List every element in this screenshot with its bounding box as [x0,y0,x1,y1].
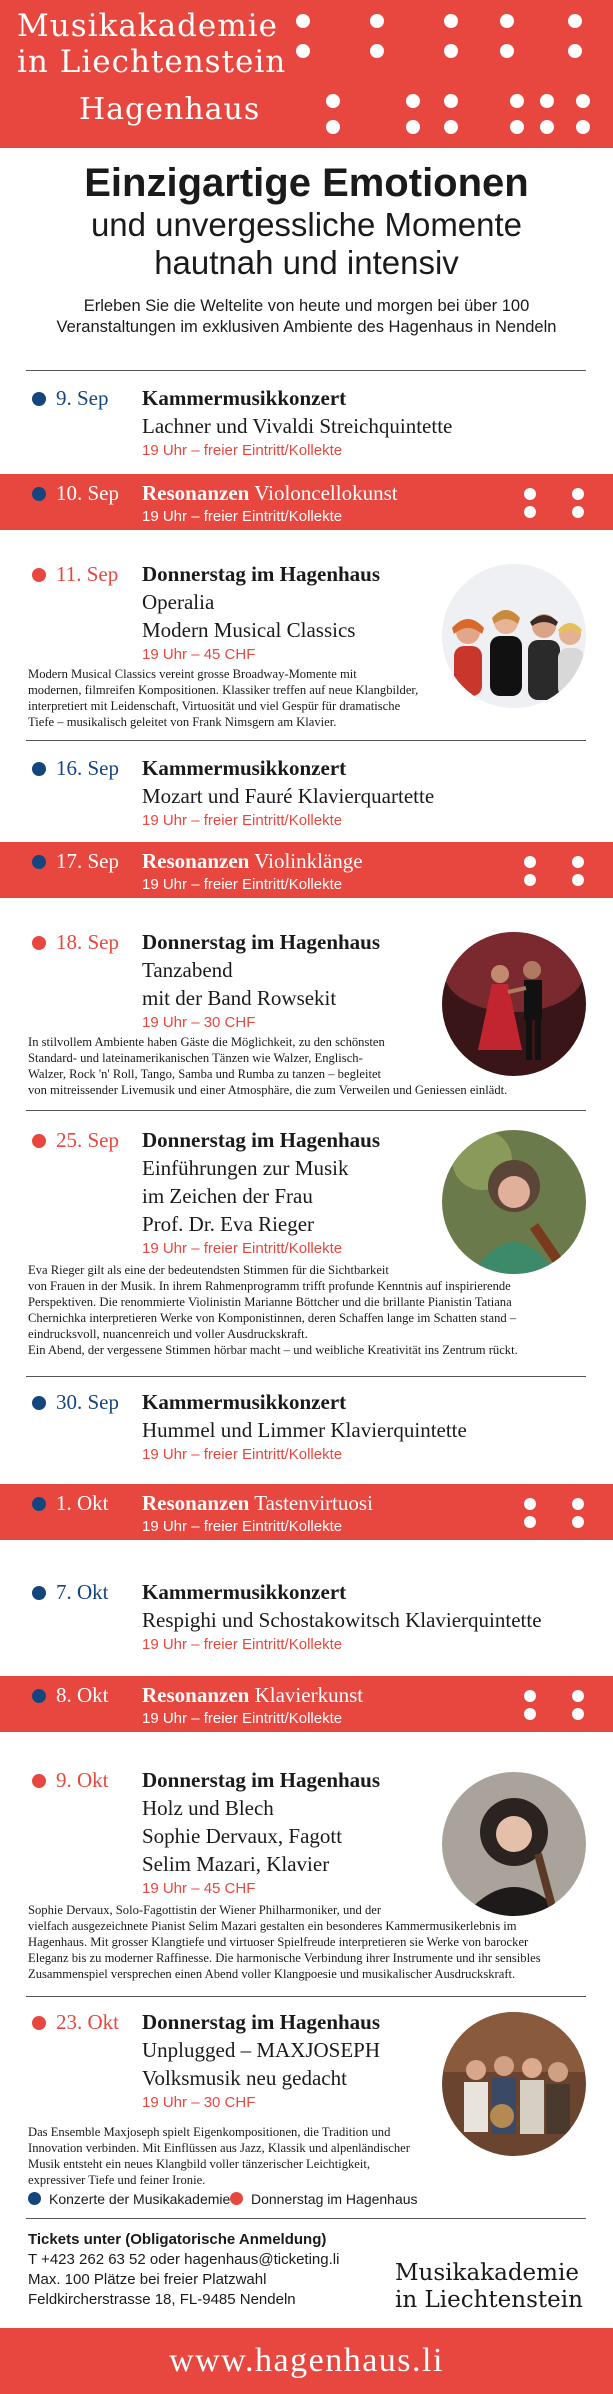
description-line: Das Ensemble Maxjoseph spielt Eigenkompositionen, die Tradition und [28,2125,391,2139]
divider [26,370,586,371]
event-time: 19 Uhr – freier Eintritt/Kollekte [142,1446,343,1463]
event-time: 19 Uhr – freier Eintritt/Kollekte [142,442,343,459]
logo-line-3: Hagenhaus [79,92,261,127]
event-08-okt-banner [0,1676,613,1732]
eva-rieger-photo [442,1130,586,1274]
concert-dot-icon [32,855,46,869]
divider [26,1376,586,1377]
event-title: Kammermusikkonzert [142,1390,347,1414]
hagenhaus-dot-icon [32,2016,46,2030]
decorative-dot [524,874,536,886]
hagenhaus-dot-icon [32,1774,46,1788]
event-program: Volksmusik neu gedacht [142,2066,347,2090]
footer-logo [395,2260,583,2314]
decorative-dot [572,1690,584,1702]
decorative-dot [524,506,536,518]
event-program: Modern Musical Classics [142,618,356,642]
event-10-sep-banner [0,474,613,530]
event-program: Selim Mazari, Klavier [142,1852,330,1876]
event-program: Einführungen zur Musik [142,1156,349,1180]
event-description [28,2124,588,2188]
event-01-okt-banner [0,1484,613,1540]
footer-banner [0,2328,613,2394]
event-program: Lachner und Vivaldi Streichquintette [142,414,453,438]
description-line: von mitreissender Livemusik und einer Atmosphäre, die zum Verweilen und Geniessen einlädt. [28,1083,508,1097]
description-line: vielfach ausgezeichnete Pianist Selim Mazari gestalten ein besonderes Kammermusikerlebnis im [28,1919,517,1933]
event-title: Donnerstag im Hagenhaus [142,1128,381,1152]
concert-dot-icon [32,1689,46,1703]
musikakademie-logo [17,8,286,128]
event-series: Resonanzen [142,1491,250,1515]
event-program: Prof. Dr. Eva Rieger [142,1212,315,1236]
event-subtitle: Violinklänge [254,849,363,873]
website-link[interactable]: www.hagenhaus.li [169,2342,444,2379]
concert-dot-icon [32,1497,46,1511]
event-program: Hummel und Limmer Klavierquintette [142,1418,467,1442]
decorative-dot [524,1708,536,1720]
event-program: im Zeichen der Frau [142,1184,313,1208]
decorative-dot [572,506,584,518]
concert-dot-icon [32,1586,46,1600]
event-date: 25. Sep [56,1128,119,1152]
event-subtitle: Tastenvirtuosi [254,1491,373,1515]
event-subtitle: Violoncellokunst [254,481,398,505]
hero-title: Einzigartige Emotionen [84,161,529,205]
header-banner [0,0,613,148]
description-line: Chernichka interpretieren Werke von Komponistinnen, deren Schaffen lange im Schatten stand – [28,1311,517,1325]
description-line: Tiefe – musikalisch geleitet von Frank Nimsgern am Klavier. [28,715,337,729]
event-time: 19 Uhr – freier Eintritt/Kollekte [142,508,343,525]
hero-intro-line-1: Erleben Sie die Weltelite von heute und morgen bei über 100 [83,297,530,315]
footer-logo-line-1: Musikakademie [395,2260,579,2286]
decorative-dot [524,1498,536,1510]
sophie-dervaux-photo [442,1772,586,1916]
logo-line-1: Musikakademie [17,8,278,44]
divider [26,1996,586,1997]
concert-dot-icon [32,1396,46,1410]
ticket-address: Feldkircherstrasse 18, FL-9485 Nendeln [28,2291,296,2308]
decorative-dot [524,1690,536,1702]
blue-dot-icon [28,2192,41,2205]
event-date: 8. Okt [56,1683,109,1707]
logo-line-2: in Liechtenstein [17,44,287,80]
event-program: Tanzabend [142,958,233,982]
divider [26,1110,586,1111]
description-line: Standard- und lateinamerikanischen Tänzen wie Walzer, Englisch- [28,1051,363,1065]
hero-subtitle-2: hautnah und intensiv [154,244,459,281]
event-description [28,666,588,730]
event-title [142,847,363,875]
event-date: 11. Sep [56,562,119,586]
legend-item-hagenhaus [230,2190,418,2208]
concert-dot-icon [32,762,46,776]
hero-subtitle-1: und unvergessliche Momente [90,206,523,243]
event-title: Kammermusikkonzert [142,1580,347,1604]
event-time: 19 Uhr – 45 CHF [142,646,256,663]
event-program: Holz und Blech [142,1796,274,1820]
event-title [142,1681,363,1709]
event-time: 19 Uhr – freier Eintritt/Kollekte [142,1518,343,1535]
event-date: 30. Sep [56,1390,119,1414]
event-program: Respighi und Schostakowitsch Klavierquintette [142,1608,542,1632]
event-series: Resonanzen [142,481,250,505]
event-title: Donnerstag im Hagenhaus [142,562,381,586]
event-title: Kammermusikkonzert [142,756,347,780]
description-line: Musik entsteht ein neues Klangbild voller tänzerischer Leichtigkeit, [28,2157,371,2171]
event-title [142,1489,373,1517]
divider [26,740,586,741]
description-line: von Frauen in der Musik. In ihrem Rahmenprogramm trifft profunde Kenntnis auf inspirierende [28,1279,511,1293]
divider [26,2218,586,2219]
event-series: Resonanzen [142,1683,250,1707]
event-date: 1. Okt [56,1491,109,1515]
hero-intro [0,296,613,338]
event-title [142,479,398,507]
description-line: Zusammenspiel versprechen einen Abend voller Klangpoesie und musikalischer Ausdruckskraft. [28,1967,516,1981]
description-line: Modern Musical Classics vereint grosse Broadway-Momente mit [28,667,357,681]
legend-label: Donnerstag im Hagenhaus [251,2191,418,2207]
decorative-dot [524,488,536,500]
event-time: 19 Uhr – 30 CHF [142,2094,256,2111]
event-title: Kammermusikkonzert [142,386,347,410]
decorative-dot [524,1516,536,1528]
event-description [28,1034,588,1098]
event-subtitle: Klavierkunst [254,1683,364,1707]
event-time: 19 Uhr – freier Eintritt/Kollekte [142,1710,343,1727]
description-line: eindrucksvoll, nuancenreich und voller Ausdruckskraft. [28,1327,308,1341]
hagenhaus-dot-icon [32,568,46,582]
event-description [28,1262,588,1358]
event-program: Operalia [142,590,215,614]
concert-dot-icon [32,392,46,406]
description-line: Innovation verbinden. Mit Einflüssen aus Jazz, Klassik und alpenländischer [28,2141,410,2155]
decorative-dot [572,1516,584,1528]
event-title: Donnerstag im Hagenhaus [142,930,381,954]
description-line: Walzer, Rock 'n' Roll, Tango, Samba und Rumba zu tanzen – begleitet [28,1067,382,1081]
hagenhaus-dot-icon [32,936,46,950]
event-series: Resonanzen [142,849,250,873]
event-program: Mozart und Fauré Klavierquartette [142,784,435,808]
description-line: Sophie Dervaux, Solo-Fagottistin der Wiener Philharmoniker, und der [28,1903,382,1917]
event-date: 10. Sep [56,481,119,505]
description-line: modernen, filmreifen Kompositionen. Klassiker treffen auf neue Klangbilder, [28,683,419,697]
decorative-dot [524,856,536,868]
decorative-dot [572,1708,584,1720]
event-date: 23. Okt [56,2010,119,2034]
hagenhaus-dot-icon [32,1134,46,1148]
decorative-dot [572,856,584,868]
event-description [28,1902,588,1982]
ticket-seats: Max. 100 Plätze bei freier Platzwahl [28,2271,267,2288]
hero-intro-line-2: Veranstaltungen im exklusiven Ambiente des Hagenhaus in Nendeln [56,318,557,336]
description-line: Perspektiven. Die renommierte Violinistin Marianne Böttcher und die brillante Pianistin Tatiana [28,1295,512,1309]
event-date: 17. Sep [56,849,119,873]
decorative-dot-pattern [296,14,596,136]
ticket-contact[interactable]: T +423 262 63 52 oder hagenhaus@ticketing.li [28,2251,340,2268]
description-line: expressiver Tiefe und feiner Ironie. [28,2173,206,2187]
description-line: Hagenhaus. Mit grosser Klangtiefe und virtuoser Spielfreude interpretieren sie Werke von barocker [28,1935,529,1949]
event-title: Donnerstag im Hagenhaus [142,1768,381,1792]
event-program: Sophie Dervaux, Fagott [142,1824,343,1848]
event-time: 19 Uhr – freier Eintritt/Kollekte [142,1636,343,1653]
ticket-info [28,2230,388,2310]
event-time: 19 Uhr – 45 CHF [142,1880,256,1897]
decorative-dot [572,874,584,886]
event-program: mit der Band Rowsekit [142,986,337,1010]
description-line: Eleganz bis zu moderner Raffinesse. Die harmonische Verbindung ihrer Instrumente und ihr sensibles [28,1951,541,1965]
event-date: 9. Okt [56,1768,109,1792]
event-17-sep-banner [0,842,613,898]
legend-label: Konzerte der Musikakademie [49,2191,231,2207]
event-program: Unplugged – MAXJOSEPH [142,2038,381,2062]
decorative-dot [572,1498,584,1510]
event-date: 7. Okt [56,1580,109,1604]
red-dot-icon [230,2192,243,2205]
description-line: interpretiert mit Leidenschaft, Virtuosität und viel Gespür für dramatische [28,699,401,713]
description-line: Ein Abend, der vergessene Stimmen hörbar macht – und weibliche Kreativität ins Zentrum rückt. [28,1343,518,1357]
description-line: Eva Rieger gilt als eine der bedeutendsten Stimmen für die Sichtbarkeit [28,1263,389,1277]
event-date: 16. Sep [56,756,119,780]
event-time: 19 Uhr – 30 CHF [142,1014,256,1031]
event-date: 18. Sep [56,930,119,954]
legend-item-concerts [28,2190,230,2208]
concert-dot-icon [32,487,46,501]
event-title: Donnerstag im Hagenhaus [142,2010,381,2034]
event-time: 19 Uhr – freier Eintritt/Kollekte [142,1240,343,1257]
description-line: In stilvollem Ambiente haben Gäste die Möglichkeit, zu den schönsten [28,1035,385,1049]
ticket-title: Tickets unter (Obligatorische Anmeldung) [28,2231,327,2248]
event-date: 9. Sep [56,386,109,410]
decorative-dot [572,488,584,500]
event-time: 19 Uhr – freier Eintritt/Kollekte [142,876,343,893]
footer-logo-line-2: in Liechtenstein [395,2287,583,2313]
hero-section [0,160,613,338]
event-time: 19 Uhr – freier Eintritt/Kollekte [142,812,343,829]
